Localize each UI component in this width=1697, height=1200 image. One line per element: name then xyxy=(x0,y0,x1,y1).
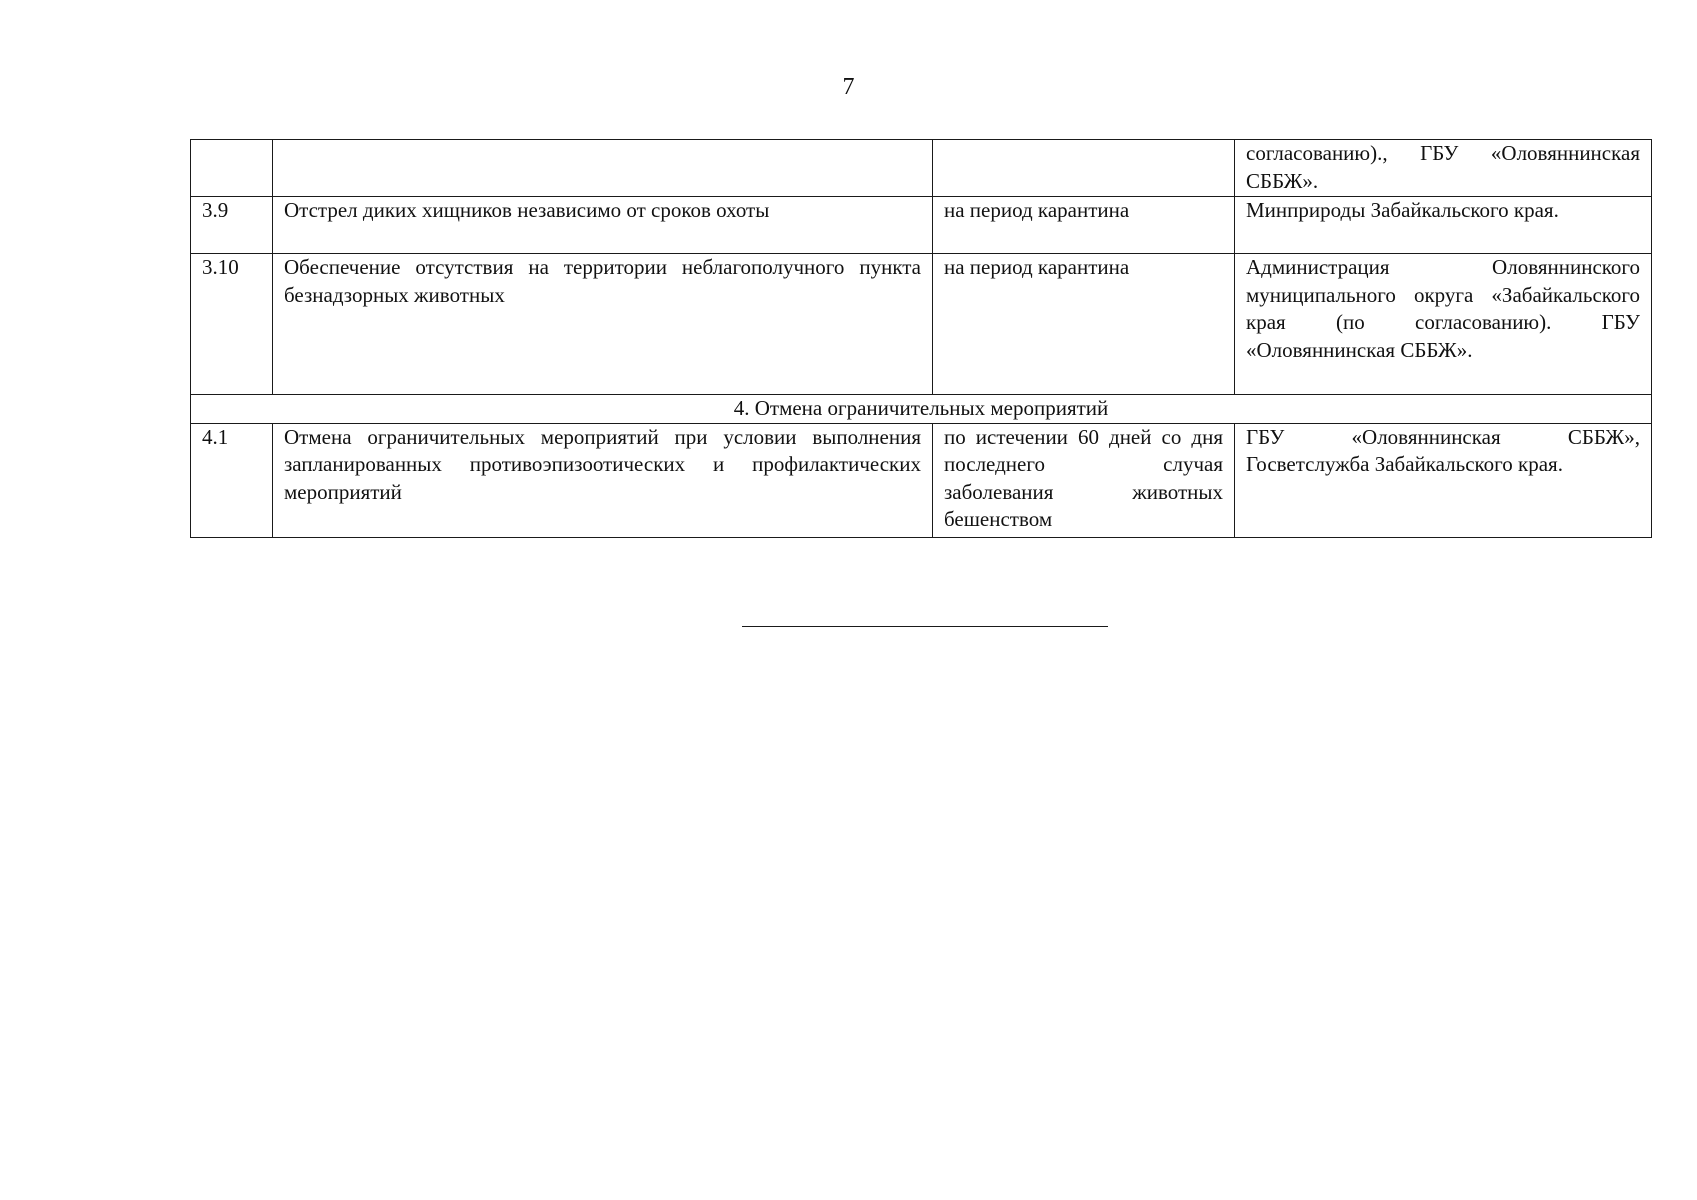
row-number-cell xyxy=(191,140,273,197)
table-row xyxy=(191,423,1652,537)
row-number-cell: 4.1 xyxy=(191,423,273,537)
table-row xyxy=(191,254,1652,395)
term-cell: на период карантина xyxy=(933,254,1235,395)
action-cell xyxy=(273,140,933,197)
responsible-cell: согласованию)., ГБУ «Оловяннинская СББЖ». xyxy=(1235,140,1652,197)
responsible-cell: ГБУ «Оловяннинская СББЖ», Госветслужба Забайкальского края. xyxy=(1235,423,1652,537)
term-cell: по истечении 60 дней со дня последнего случая заболевания животных бешенством xyxy=(933,423,1235,537)
action-cell: Обеспечение отсутствия на территории неблагополучного пункта безнадзорных животных xyxy=(273,254,933,395)
responsible-cell: Минприроды Забайкальского края. xyxy=(1235,197,1652,254)
row-number-cell: 3.9 xyxy=(191,197,273,254)
term-cell xyxy=(933,140,1235,197)
row-number-cell: 3.10 xyxy=(191,254,273,395)
section-heading-row xyxy=(191,395,1652,424)
section-4-title: 4. Отмена ограничительных мероприятий xyxy=(191,395,1652,424)
page-number: 7 xyxy=(842,74,855,100)
measures-table xyxy=(190,139,1652,538)
closing-rule xyxy=(742,626,1108,627)
responsible-cell: Администрация Оловяннинского муниципального округа «Забайкальского края (по согласованию). ГБУ «Оловяннинская СББЖ». xyxy=(1235,254,1652,395)
table-row xyxy=(191,197,1652,254)
term-cell: на период карантина xyxy=(933,197,1235,254)
action-cell: Отмена ограничительных мероприятий при условии выполнения запланированных противоэпизоотических и профилактических мероприятий xyxy=(273,423,933,537)
action-cell: Отстрел диких хищников независимо от сроков охоты xyxy=(273,197,933,254)
table-row xyxy=(191,140,1652,197)
